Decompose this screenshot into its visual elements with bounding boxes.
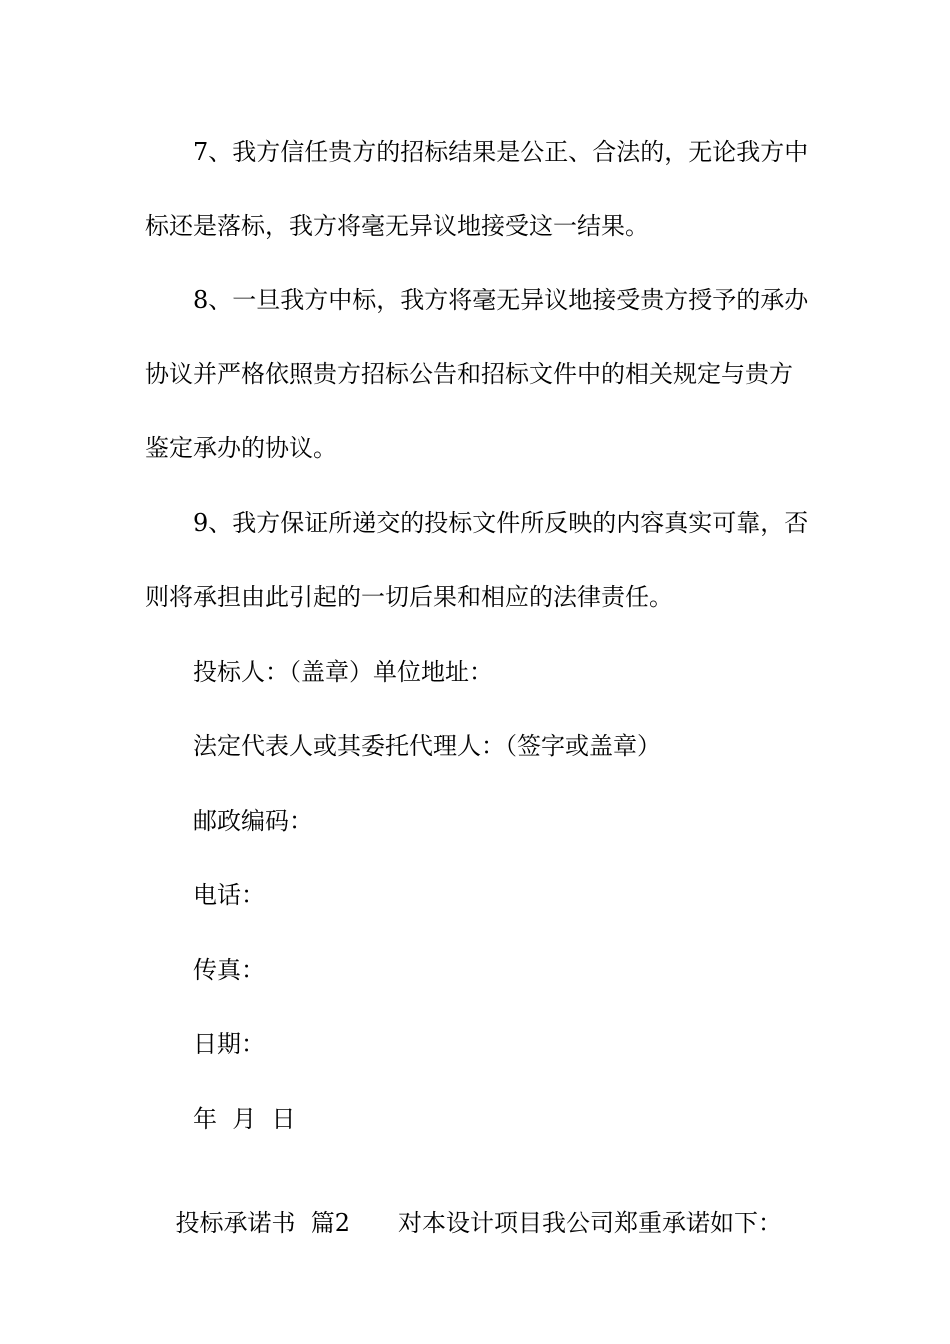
section-2-title: 投标承诺书 篇2 (175, 1209, 351, 1237)
paragraph-8-line-1: 8、一旦我方中标，我方将毫无异议地接受贵方授予的承办 (193, 286, 809, 314)
paragraph-7-line-2: 标还是落标，我方将毫无异议地接受这一结果。 (145, 212, 649, 240)
paragraph-8-line-2: 协议并严格依照贵方招标公告和招标文件中的相关规定与贵方 (145, 360, 793, 388)
bidder-seal-line: 投标人：（盖章）单位地址： (193, 658, 493, 686)
year-month-day-line: 年 月 日 (193, 1105, 296, 1133)
paragraph-9-line-2: 则将承担由此引起的一切后果和相应的法律责任。 (145, 583, 673, 611)
section-2-intro: 对本设计项目我公司郑重承诺如下： (398, 1209, 783, 1237)
paragraph-7-line-1: 7、我方信任贵方的招标结果是公正、合法的，无论我方中 (193, 138, 809, 166)
fax-line: 传真： (193, 956, 265, 984)
postcode-line: 邮政编码： (193, 807, 313, 835)
representative-line: 法定代表人或其委托代理人：（签字或盖章） (193, 732, 661, 760)
paragraph-8-line-3: 鉴定承办的协议。 (145, 434, 337, 462)
section-2-heading-line (145, 1178, 825, 1268)
phone-line: 电话： (193, 881, 265, 909)
paragraph-9-line-1: 9、我方保证所递交的投标文件所反映的内容真实可靠，否 (193, 509, 809, 537)
date-line: 日期： (193, 1030, 265, 1058)
